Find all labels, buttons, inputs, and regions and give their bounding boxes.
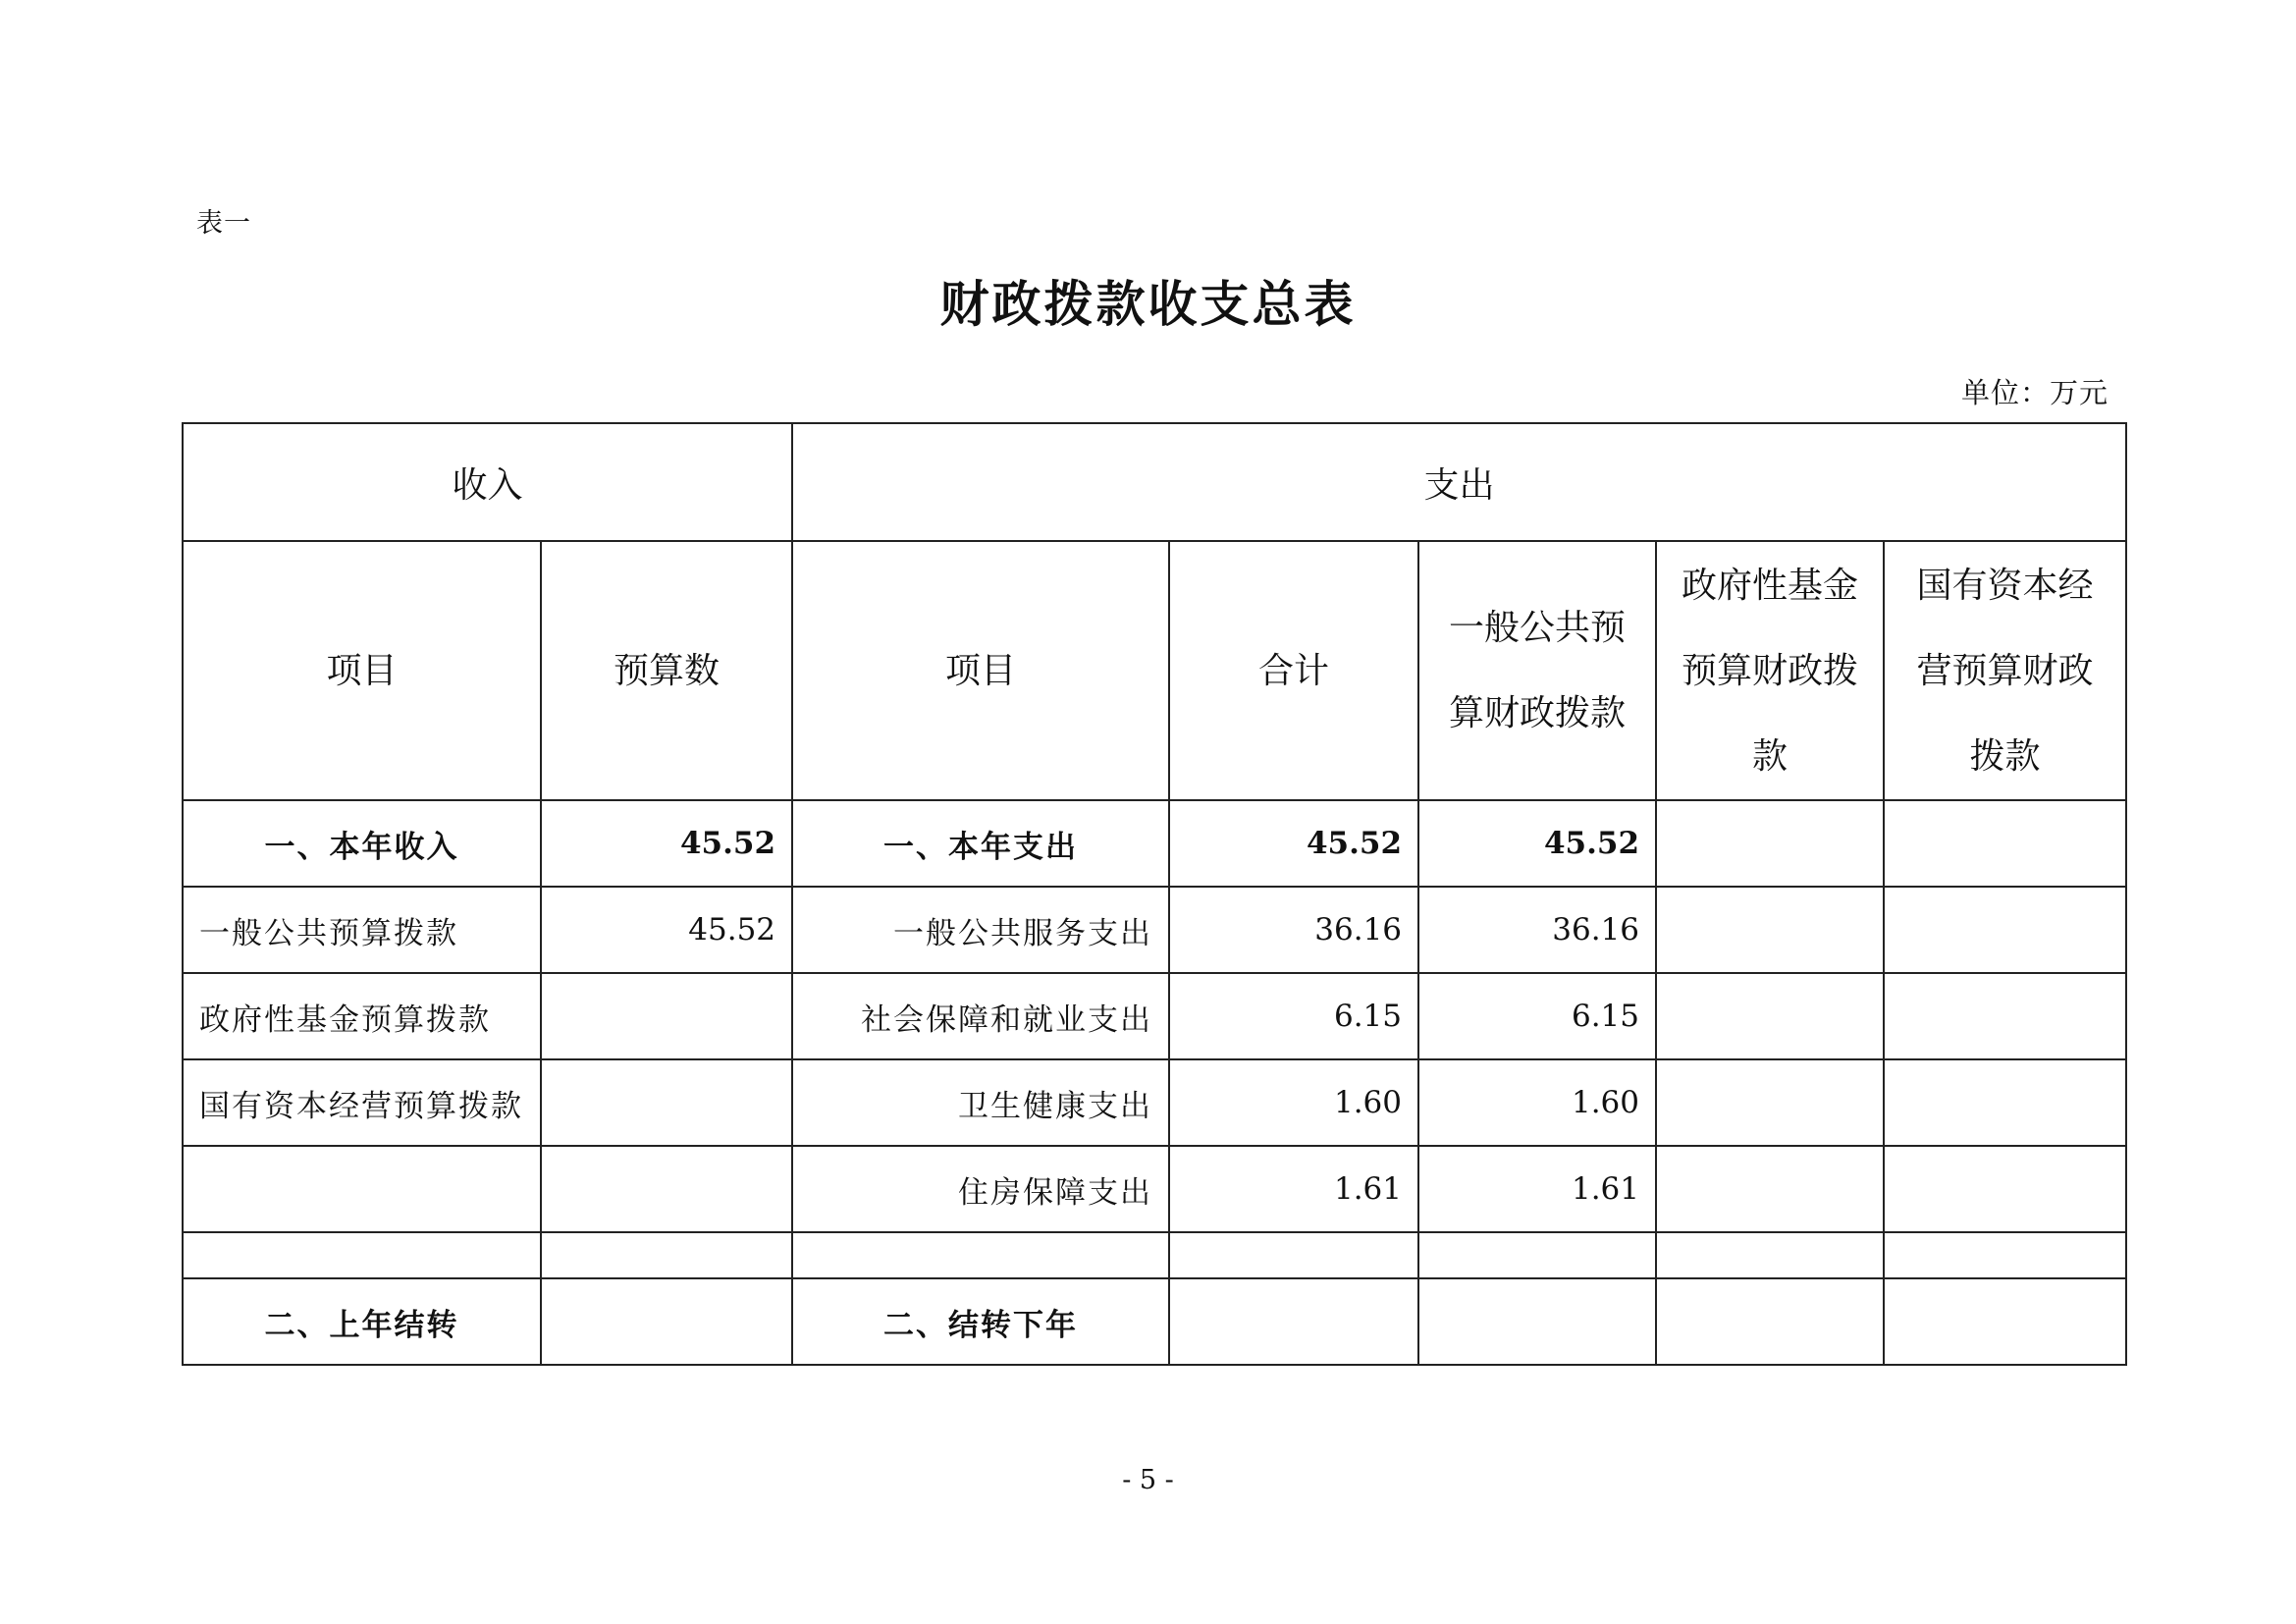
state-capital-cell: [1884, 1146, 2126, 1232]
total-cell: [1169, 1232, 1418, 1278]
state-capital-cell: [1884, 1232, 2126, 1278]
gov-fund-header-line2: 预算财政拨: [1682, 650, 1859, 691]
income-item-cell: 国有资本经营预算拨款: [183, 1059, 541, 1146]
gov-fund-cell: [1656, 973, 1884, 1059]
gov-fund-header-line3: 款: [1752, 735, 1789, 777]
expense-item-cell: 一般公共服务支出: [792, 887, 1169, 973]
page-number: - 5 -: [1122, 1465, 1174, 1495]
total-cell: 45.52: [1169, 800, 1418, 887]
general-budget-cell: 36.16: [1418, 887, 1656, 973]
state-capital-cell: [1884, 1059, 2126, 1146]
table-row: [183, 887, 2126, 973]
income-item-header: 项目: [183, 541, 541, 800]
gov-fund-cell: [1656, 1278, 1884, 1365]
general-budget-cell: [1418, 1278, 1656, 1365]
general-budget-cell: 45.52: [1418, 800, 1656, 887]
total-cell: 1.61: [1169, 1146, 1418, 1232]
gov-fund-header: [1656, 541, 1884, 800]
table-row: [183, 800, 2126, 887]
income-budget-cell: [541, 1278, 792, 1365]
expense-item-cell: 社会保障和就业支出: [792, 973, 1169, 1059]
gov-fund-cell: [1656, 800, 1884, 887]
income-budget-cell: [541, 1146, 792, 1232]
state-capital-cell: [1884, 1278, 2126, 1365]
income-group-header: 收入: [183, 423, 792, 541]
total-cell: 6.15: [1169, 973, 1418, 1059]
income-budget-cell: [541, 1059, 792, 1146]
state-capital-header-line1: 国有资本经: [1916, 565, 2094, 606]
general-budget-cell: 1.61: [1418, 1146, 1656, 1232]
table-row: [183, 1059, 2126, 1146]
expense-item-cell: 住房保障支出: [792, 1146, 1169, 1232]
expense-item-header: 项目: [792, 541, 1169, 800]
gov-fund-cell: [1656, 887, 1884, 973]
state-capital-header: [1884, 541, 2126, 800]
table-row: [183, 1146, 2126, 1232]
income-budget-cell: 45.52: [541, 800, 792, 887]
income-item-cell: 二、上年结转: [183, 1278, 541, 1365]
general-budget-header: [1418, 541, 1656, 800]
state-capital-header-line2: 营预算财政: [1916, 650, 2094, 691]
income-budget-cell: [541, 1232, 792, 1278]
gov-fund-cell: [1656, 1059, 1884, 1146]
table-label: 表一: [196, 208, 251, 239]
expense-item-cell: 卫生健康支出: [792, 1059, 1169, 1146]
column-header-row: [183, 541, 2126, 800]
state-capital-cell: [1884, 800, 2126, 887]
expense-item-cell: 一、本年支出: [792, 800, 1169, 887]
expense-item-cell: 二、结转下年: [792, 1278, 1169, 1365]
income-item-cell: 一般公共预算拨款: [183, 887, 541, 973]
income-budget-header: 预算数: [541, 541, 792, 800]
table-row: [183, 1278, 2126, 1365]
gov-fund-cell: [1656, 1232, 1884, 1278]
total-cell: [1169, 1278, 1418, 1365]
gov-fund-header-line1: 政府性基金: [1682, 565, 1859, 606]
group-header-row: [183, 423, 2126, 541]
page-title: 财政拨款收支总表: [939, 275, 1357, 333]
general-budget-cell: 1.60: [1418, 1059, 1656, 1146]
income-item-cell: 政府性基金预算拨款: [183, 973, 541, 1059]
income-item-cell: [183, 1146, 541, 1232]
table-row: [183, 973, 2126, 1059]
total-cell: 1.60: [1169, 1059, 1418, 1146]
state-capital-cell: [1884, 887, 2126, 973]
general-budget-cell: 6.15: [1418, 973, 1656, 1059]
general-budget-cell: [1418, 1232, 1656, 1278]
general-budget-header-line1: 一般公共预: [1449, 608, 1627, 648]
income-budget-cell: 45.52: [541, 887, 792, 973]
expense-item-cell: [792, 1232, 1169, 1278]
total-cell: 36.16: [1169, 887, 1418, 973]
unit-label: 单位：万元: [1960, 376, 2109, 409]
income-item-cell: 一、本年收入: [183, 800, 541, 887]
general-budget-header-line2: 算财政拨款: [1449, 693, 1627, 733]
gov-fund-cell: [1656, 1146, 1884, 1232]
expense-group-header: 支出: [792, 423, 2126, 541]
total-header: 合计: [1169, 541, 1418, 800]
table-row: [183, 1232, 2126, 1278]
state-capital-header-line3: 拨款: [1969, 735, 2041, 777]
income-item-cell: [183, 1232, 541, 1278]
budget-table: [182, 422, 2127, 1366]
state-capital-cell: [1884, 973, 2126, 1059]
income-budget-cell: [541, 973, 792, 1059]
